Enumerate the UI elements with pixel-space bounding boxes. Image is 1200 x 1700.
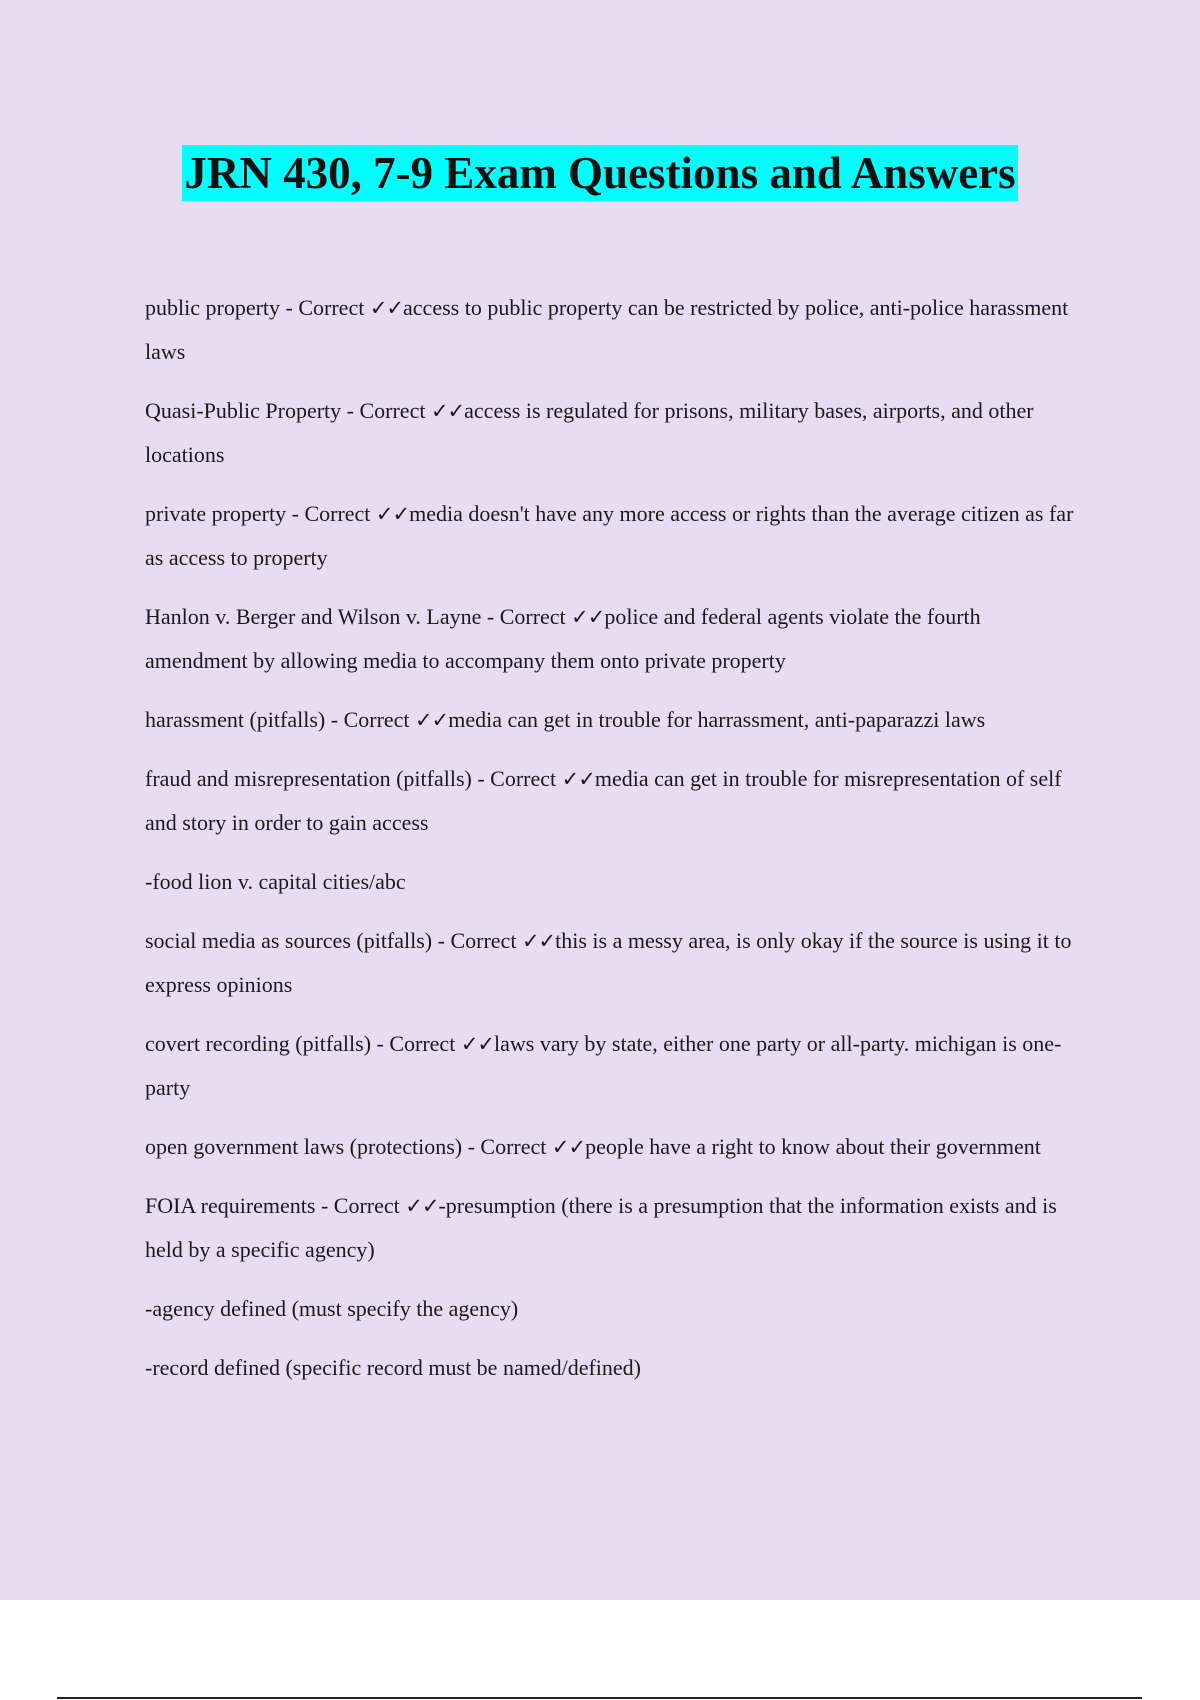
double-check-icon: ✓✓ [551, 1135, 586, 1159]
double-check-icon: ✓✓ [571, 605, 605, 629]
qa-item [145, 1287, 1080, 1331]
qa-term: private property [145, 501, 287, 526]
correct-label: Correct [298, 295, 365, 320]
qa-list [145, 286, 1080, 1405]
qa-answer: -presumption (there is a presumption that the information exists and is held by a specific agency) [145, 1193, 1057, 1262]
qa-item: open government laws (protections) - Correct ✓✓people have a right to know about their government [145, 1134, 1041, 1159]
correct-label: Correct [389, 1031, 456, 1056]
correct-label: Correct [499, 604, 566, 629]
qa-item: harassment (pitfalls) - Correct ✓✓media can get in trouble for harrassment, anti-paparazzi laws [145, 707, 986, 732]
qa-term: fraud and misrepresentation (pitfalls) [145, 766, 472, 791]
qa-item: public property - Correct ✓✓access to public property can be restricted by police, anti-police harassment laws [145, 295, 1069, 364]
correct-label: Correct [359, 398, 426, 423]
qa-item: fraud and misrepresentation (pitfalls) - Correct ✓✓media can get in trouble for misrepresentation of self and story in order to gain access [145, 766, 1062, 835]
qa-item: FOIA requirements - Correct ✓✓-presumption (there is a presumption that the information exists and is held by a specific agency) [145, 1193, 1057, 1262]
double-check-icon: ✓✓ [561, 767, 595, 791]
qa-answer: media doesn't have any more access or rights than the average citizen as far as access to property [145, 501, 1074, 570]
qa-answer: people have a right to know about their government [585, 1134, 1041, 1159]
correct-label: Correct [333, 1193, 400, 1218]
qa-item: Hanlon v. Berger and Wilson v. Layne - Correct ✓✓police and federal agents violate the fourth amendment by allowing media to accompany them onto private property [145, 604, 981, 673]
qa-answer: laws vary by state, either one party or all-party. michigan is one-party [145, 1031, 1062, 1100]
qa-item: private property - Correct ✓✓media doesn't have any more access or rights than the average citizen as far as access to property [145, 501, 1074, 570]
qa-answer: media can get in trouble for harrassment, anti-paparazzi laws [448, 707, 986, 732]
title-container [0, 145, 1200, 201]
qa-term: harassment (pitfalls) [145, 707, 326, 732]
qa-item [145, 1346, 1080, 1390]
qa-item: covert recording (pitfalls) - Correct ✓✓laws vary by state, either one party or all-party. michigan is one-party [145, 1031, 1062, 1100]
qa-term: social media as sources (pitfalls) [145, 928, 433, 953]
correct-label: Correct [304, 501, 371, 526]
qa-continuation: -agency defined (must specify the agency) [145, 1296, 519, 1321]
qa-item: Quasi-Public Property - Correct ✓✓access is regulated for prisons, military bases, airports, and other locations [145, 398, 1034, 467]
document-title: JRN 430, 7-9 Exam Questions and Answers [182, 145, 1017, 201]
double-check-icon: ✓✓ [460, 1032, 495, 1056]
qa-continuation: -food lion v. capital cities/abc [145, 869, 406, 894]
qa-term: covert recording (pitfalls) [145, 1031, 372, 1056]
double-check-icon: ✓✓ [405, 1194, 439, 1218]
double-check-icon: ✓✓ [369, 296, 404, 320]
qa-answer: this is a messy area, is only okay if the source is using it to express opinions [145, 928, 1072, 997]
correct-label: Correct [343, 707, 410, 732]
qa-term: open government laws (protections) [145, 1134, 463, 1159]
qa-term: FOIA requirements [145, 1193, 316, 1218]
double-check-icon: ✓✓ [415, 708, 449, 732]
correct-label: Correct [450, 928, 517, 953]
qa-continuation: -record defined (specific record must be named/defined) [145, 1355, 641, 1380]
footer-divider [57, 1697, 1142, 1699]
double-check-icon: ✓✓ [375, 502, 410, 526]
qa-answer: access is regulated for prisons, military bases, airports, and other locations [145, 398, 1034, 467]
double-check-icon: ✓✓ [430, 399, 465, 423]
qa-item: social media as sources (pitfalls) - Correct ✓✓this is a messy area, is only okay if the source is using it to express opinions [145, 928, 1072, 997]
qa-answer: media can get in trouble for misrepresentation of self and story in order to gain access [145, 766, 1062, 835]
correct-label: Correct [490, 766, 557, 791]
qa-answer: access to public property can be restricted by police, anti-police harassment laws [145, 295, 1069, 364]
qa-term: Hanlon v. Berger and Wilson v. Layne [145, 604, 482, 629]
page-footer [0, 1600, 1200, 1700]
double-check-icon: ✓✓ [521, 929, 556, 953]
qa-term: Quasi-Public Property [145, 398, 342, 423]
qa-term: public property [145, 295, 281, 320]
correct-label: Correct [480, 1134, 547, 1159]
qa-answer: police and federal agents violate the fourth amendment by allowing media to accompany them onto private property [145, 604, 981, 673]
qa-item [145, 860, 1080, 904]
